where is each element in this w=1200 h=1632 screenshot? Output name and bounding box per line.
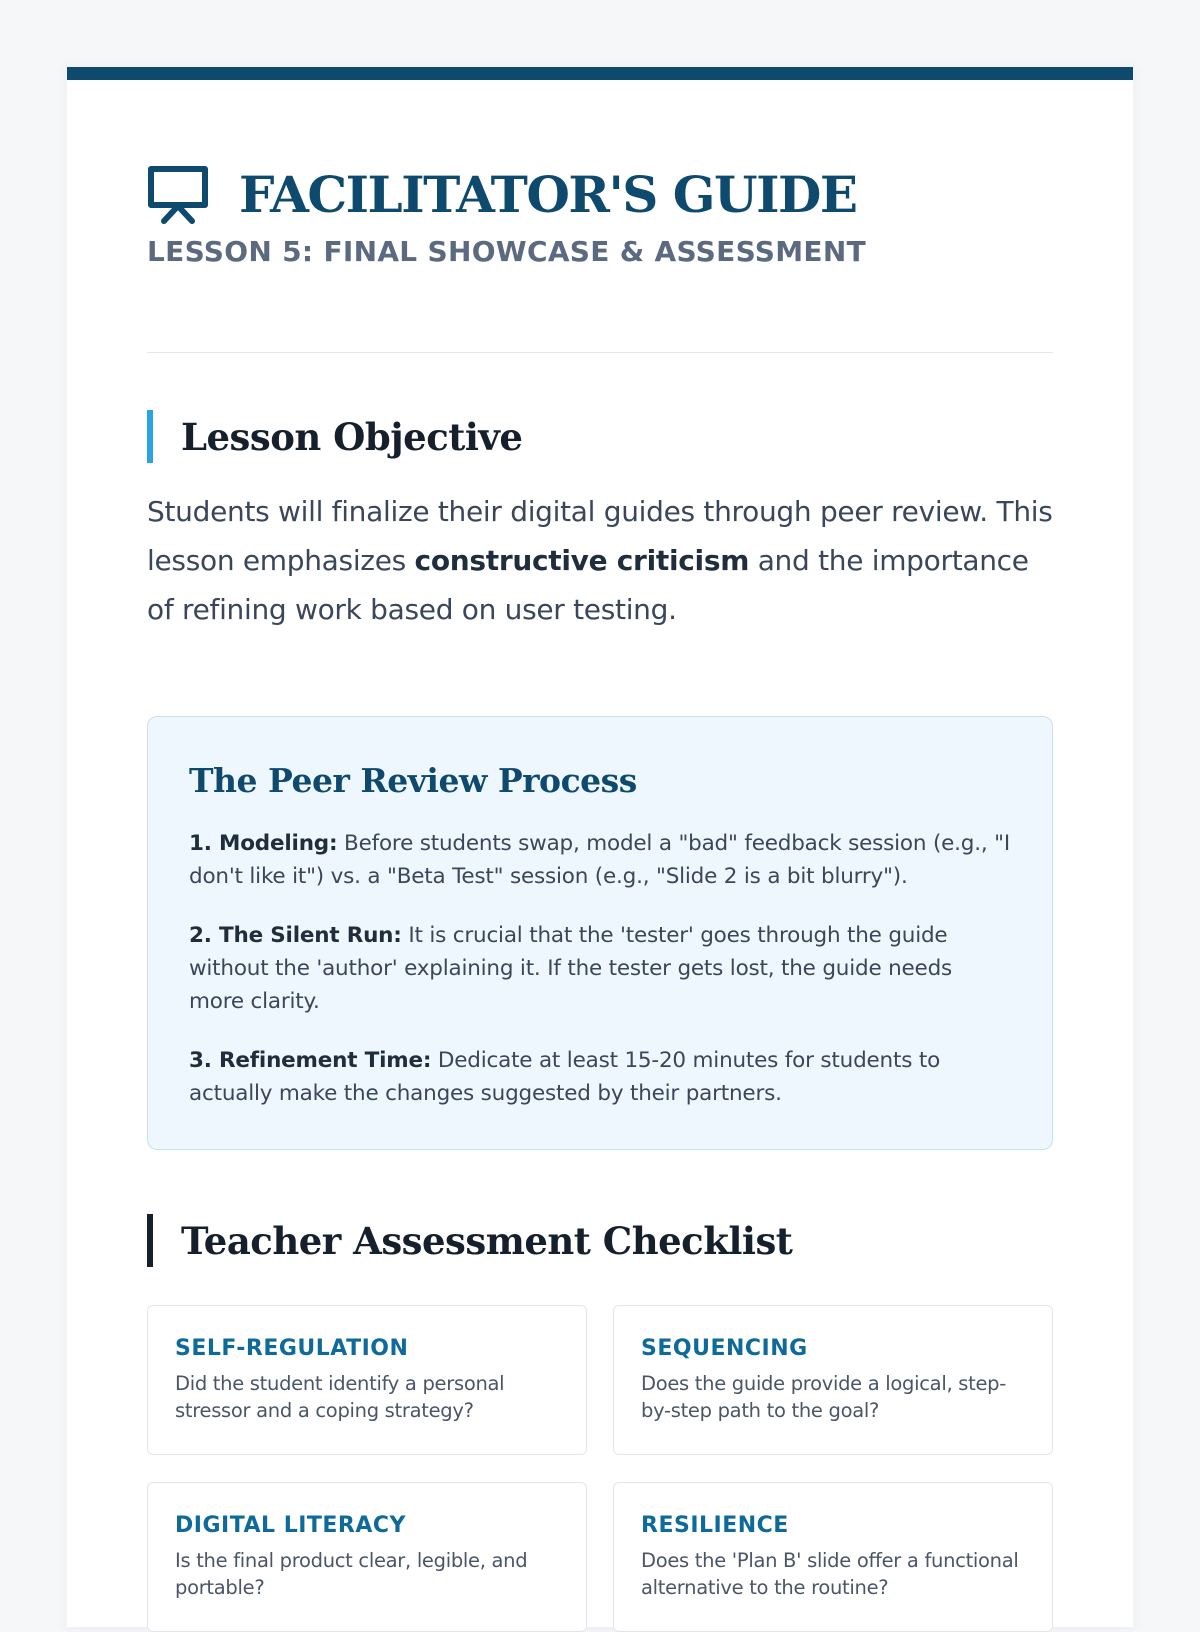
card-text: Did the student identify a personal stressor and a coping strategy? (175, 1372, 505, 1422)
step-label: 1. Modeling: (189, 831, 338, 856)
guide-header (147, 165, 1053, 268)
step-label: 2. The Silent Run: (189, 923, 402, 948)
objective-heading (147, 410, 522, 463)
page-title: FACILITATOR'S GUIDE (239, 165, 857, 224)
page-subtitle: LESSON 5: FINAL SHOWCASE & ASSESSMENT (147, 235, 866, 268)
checklist-card (613, 1305, 1053, 1455)
peer-review-step (189, 1044, 1012, 1110)
objective-emphasis: constructive criticism (414, 544, 750, 577)
peer-review-title: The Peer Review Process (189, 761, 637, 800)
card-text: Does the 'Plan B' slide offer a functional alternative to the routine? (641, 1549, 1019, 1599)
peer-review-step (189, 919, 1012, 1018)
card-title: DIGITAL LITERACY (175, 1513, 406, 1538)
step-text: Dedicate at least 15-20 minutes for students to actually make the changes suggested by their partners. (189, 1048, 941, 1106)
checklist-accent-bar (147, 1214, 153, 1267)
title-row (147, 165, 1053, 225)
card-title: RESILIENCE (641, 1513, 789, 1538)
card-title: SELF-REGULATION (175, 1336, 409, 1361)
peer-review-box (147, 716, 1053, 1150)
step-text: It is crucial that the 'tester' goes through the guide without the 'author' explaining it. If the tester gets lost, the guide needs more clarity. (189, 923, 953, 1014)
checklist-card (147, 1482, 587, 1632)
objective-text-start: Students will finalize their digital guides through peer review. This lesson emphasizes (147, 495, 1053, 577)
card-text: Is the final product clear, legible, and portable? (175, 1549, 528, 1599)
checklist-heading (147, 1214, 792, 1267)
checklist-card (147, 1305, 587, 1455)
card-text: Does the guide provide a logical, step-by-step path to the goal? (641, 1372, 1006, 1422)
document-page (67, 67, 1133, 1627)
objective-heading-text: Lesson Objective (181, 414, 523, 459)
checklist-card (613, 1482, 1053, 1632)
peer-review-step (189, 827, 1012, 893)
card-title: SEQUENCING (641, 1336, 808, 1361)
presentation-board-icon (147, 165, 209, 225)
header-divider (147, 352, 1053, 353)
checklist-heading-text: Teacher Assessment Checklist (181, 1218, 793, 1263)
objective-text-end: and the importance of refining work based on user testing. (147, 544, 1029, 626)
step-label: 3. Refinement Time: (189, 1048, 432, 1073)
step-text: Before students swap, model a "bad" feedback session (e.g., "I don't like it") vs. a "Beta Test" session (e.g., "Slide 2 is a bit blurry"). (189, 831, 1010, 889)
objective-paragraph (147, 487, 1053, 634)
objective-accent-bar (147, 410, 153, 463)
